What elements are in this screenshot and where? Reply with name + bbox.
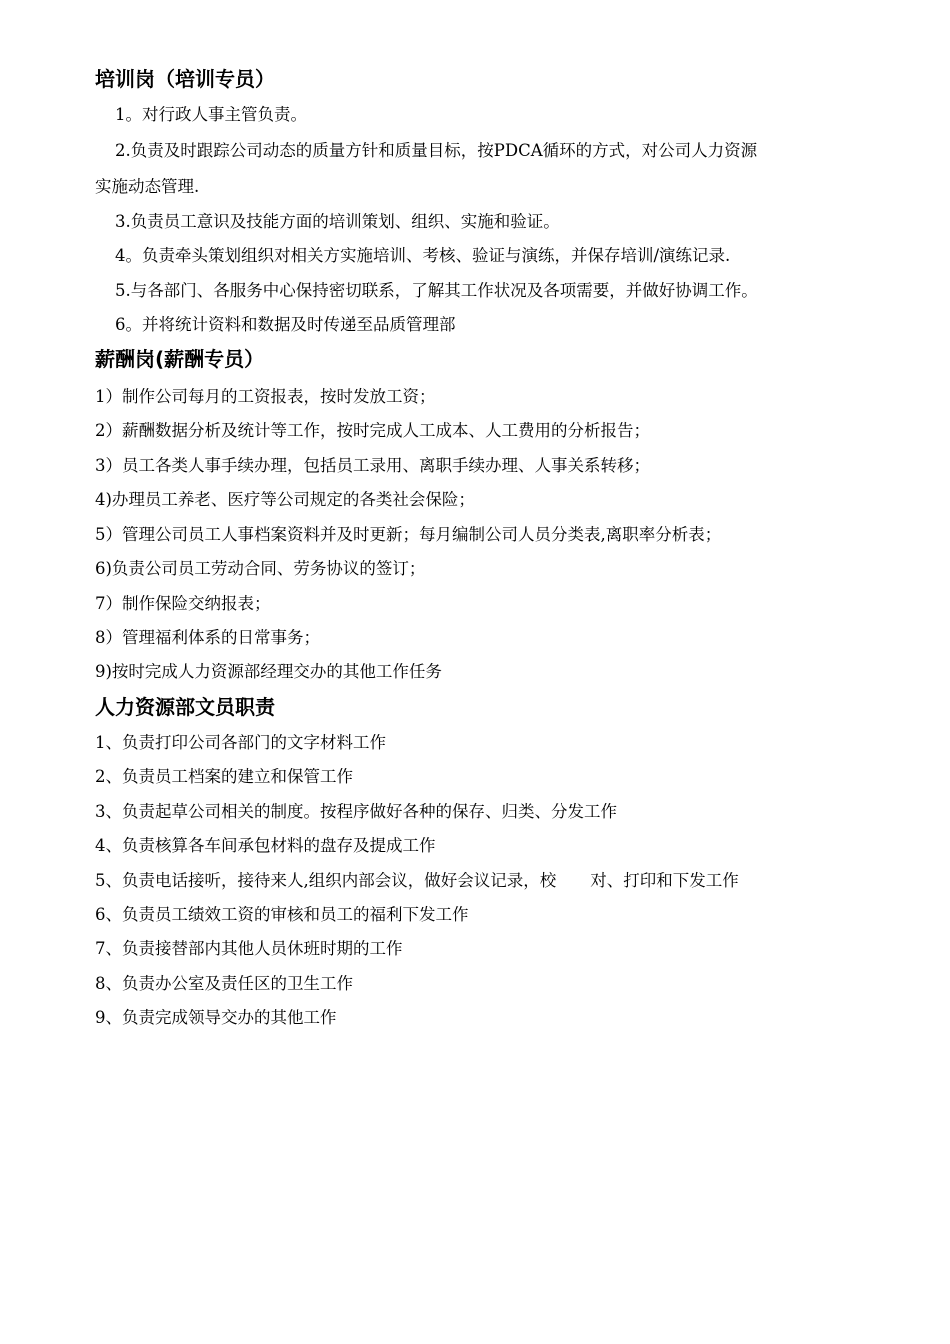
training-item-2-continued: 实施动态管理. [95, 177, 200, 196]
salary-item-5: 5）管理公司员工人事档案资料并及时更新；每月编制公司人员分类表,离职率分析表； [95, 525, 722, 544]
salary-item-7: 7）制作保险交纳报表； [95, 594, 271, 613]
clerk-item-5 [95, 870, 739, 892]
training-item-3: 3.负责员工意识及技能方面的培训策划、组织、实施和验证。 [115, 212, 560, 231]
clerk-item-9: 9、负责完成领导交办的其他工作 [95, 1008, 337, 1027]
section-title-clerk: 人力资源部文员职责 [95, 695, 275, 719]
training-item-6: 6。并将统计资料和数据及时传递至品质管理部 [115, 315, 456, 334]
salary-item-9: 9)按时完成人力资源部经理交办的其他工作任务 [95, 662, 442, 681]
salary-item-2: 2）薪酬数据分析及统计等工作，按时完成人工成本、人工费用的分析报告； [95, 421, 650, 440]
clerk-item-7: 7、负责接替部内其他人员休班时期的工作 [95, 939, 403, 958]
salary-item-8: 8）管理福利体系的日常事务； [95, 628, 320, 647]
clerk-item-1: 1、负责打印公司各部门的文字材料工作 [95, 733, 386, 752]
salary-item-1: 1）制作公司每月的工资报表，按时发放工资； [95, 387, 436, 406]
clerk-item-3: 3、负责起草公司相关的制度。按程序做好各种的保存、归类、分发工作 [95, 802, 617, 821]
clerk-item-5-part-1: 5、负责电话接听，接待来人,组织内部会议，做好会议记录，校 [95, 871, 557, 890]
section-title-salary: 薪酬岗(薪酬专员） [95, 347, 265, 371]
training-item-4: 4。负责牵头策划组织对相关方实施培训、考核、验证与演练，并保存培训/演练记录. [115, 246, 731, 265]
salary-item-6: 6)负责公司员工劳动合同、劳务协议的签订； [95, 559, 426, 578]
training-item-2: 2.负责及时跟踪公司动态的质量方针和质量目标，按PDCA循环的方式，对公司人力资源 [115, 141, 758, 160]
training-item-5: 5.与各部门、各服务中心保持密切联系，了解其工作状况及各项需要，并做好协调工作。 [115, 281, 758, 300]
section-title-training: 培训岗（培训专员） [95, 67, 275, 91]
salary-item-4: 4)办理员工养老、医疗等公司规定的各类社会保险； [95, 490, 475, 509]
clerk-item-4: 4、负责核算各车间承包材料的盘存及提成工作 [95, 836, 436, 855]
clerk-item-8: 8、负责办公室及责任区的卫生工作 [95, 974, 353, 993]
clerk-item-5-part-2: 对、打印和下发工作 [590, 871, 739, 890]
clerk-item-2: 2、负责员工档案的建立和保管工作 [95, 767, 353, 786]
clerk-item-6: 6、负责员工绩效工资的审核和员工的福利下发工作 [95, 905, 469, 924]
training-item-1: 1。对行政人事主管负责。 [115, 105, 307, 124]
salary-item-3: 3）员工各类人事手续办理，包括员工录用、离职手续办理、人事关系转移； [95, 456, 650, 475]
